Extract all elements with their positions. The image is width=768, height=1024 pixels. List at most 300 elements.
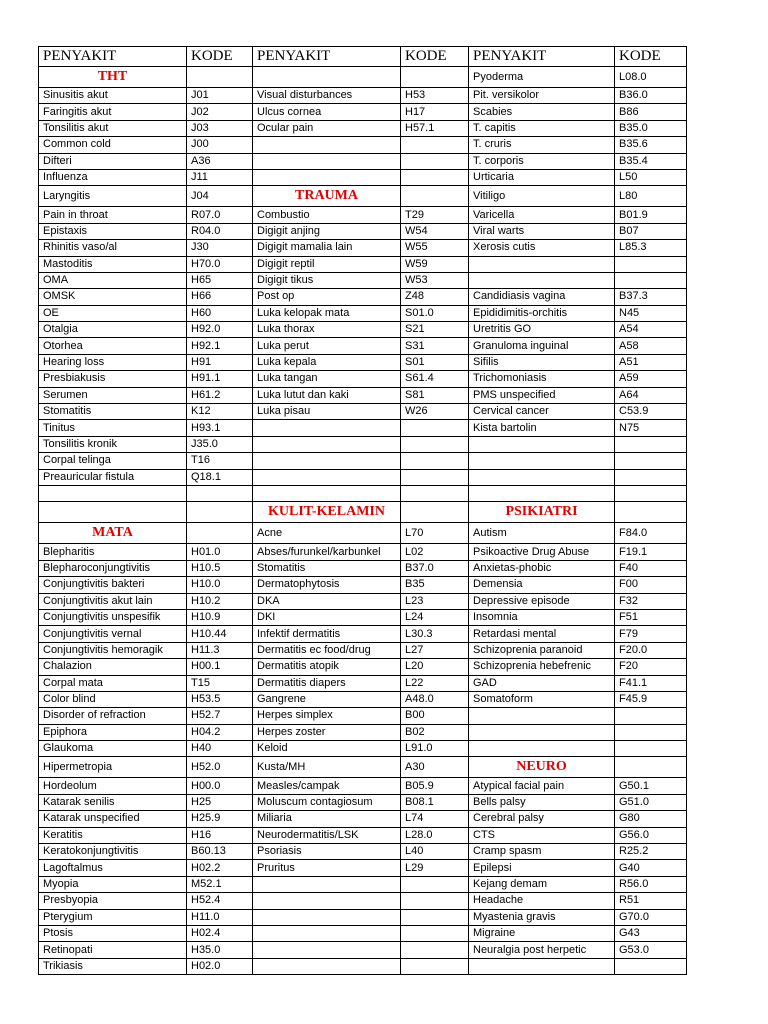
empty-cell	[469, 436, 615, 452]
empty-cell	[615, 436, 687, 452]
penyakit-cell: Tonsilitis kronik	[39, 436, 187, 452]
empty-cell	[615, 741, 687, 757]
penyakit-cell: Dermatophytosis	[253, 577, 401, 593]
kode-cell: B05.9	[401, 778, 469, 794]
table-header	[39, 47, 687, 67]
kode-cell: B35.6	[615, 137, 687, 153]
kode-cell: H01.0	[187, 544, 253, 560]
empty-cell	[253, 420, 401, 436]
section-heading: THT	[39, 67, 187, 88]
penyakit-cell: Conjungtivitis vernal	[39, 626, 187, 642]
kode-cell: H10.2	[187, 593, 253, 609]
table-row	[39, 169, 687, 185]
kode-cell: G40	[615, 860, 687, 876]
penyakit-cell: Stomatitis	[39, 404, 187, 420]
penyakit-cell: Katarak senilis	[39, 794, 187, 810]
penyakit-cell: Blepharitis	[39, 544, 187, 560]
table-row	[39, 593, 687, 609]
table-row	[39, 626, 687, 642]
table-row	[39, 724, 687, 740]
table-row	[39, 240, 687, 256]
kode-cell: L91.0	[401, 741, 469, 757]
kode-cell: H04.2	[187, 724, 253, 740]
kode-cell: B60.13	[187, 844, 253, 860]
header-kode-3: KODE	[615, 47, 687, 67]
kode-cell: T15	[187, 675, 253, 691]
penyakit-cell: Stomatitis	[253, 560, 401, 576]
header-penyakit-3: PENYAKIT	[469, 47, 615, 67]
table-row	[39, 256, 687, 272]
empty-cell	[615, 724, 687, 740]
penyakit-cell: Somatoform	[469, 691, 615, 707]
kode-cell: L23	[401, 593, 469, 609]
kode-cell: H11.0	[187, 909, 253, 925]
kode-cell: A54	[615, 322, 687, 338]
table-row	[39, 523, 687, 544]
kode-cell: H93.1	[187, 420, 253, 436]
penyakit-cell: Viral warts	[469, 223, 615, 239]
penyakit-cell: Conjungtivitis hemoragik	[39, 642, 187, 658]
penyakit-cell: Hipermetropia	[39, 757, 187, 778]
section-heading: PSIKIATRI	[469, 502, 615, 523]
table-row	[39, 642, 687, 658]
empty-cell	[401, 469, 469, 485]
table-row	[39, 893, 687, 909]
kode-cell: L22	[401, 675, 469, 691]
table-row	[39, 778, 687, 794]
table-row	[39, 88, 687, 104]
kode-cell: A58	[615, 338, 687, 354]
kode-cell: B00	[401, 708, 469, 724]
penyakit-cell: Dermatitis atopik	[253, 659, 401, 675]
penyakit-cell: T. corporis	[469, 153, 615, 169]
kode-cell: J04	[187, 186, 253, 207]
penyakit-cell: Vitiligo	[469, 186, 615, 207]
kode-cell: H91	[187, 354, 253, 370]
empty-cell	[253, 958, 401, 974]
penyakit-cell: Epistaxis	[39, 223, 187, 239]
penyakit-cell: Blepharoconjungtivitis	[39, 560, 187, 576]
penyakit-cell: Myopia	[39, 876, 187, 892]
kode-cell: H65	[187, 272, 253, 288]
header-penyakit-1: PENYAKIT	[39, 47, 187, 67]
penyakit-cell: Rhinitis vaso/al	[39, 240, 187, 256]
penyakit-cell: Neuralgia post herpetic	[469, 942, 615, 958]
kode-cell: G56.0	[615, 827, 687, 843]
table-row	[39, 137, 687, 153]
penyakit-cell: Conjungtivitis akut lain	[39, 593, 187, 609]
table-row	[39, 420, 687, 436]
kode-cell: F79	[615, 626, 687, 642]
penyakit-cell: Common cold	[39, 137, 187, 153]
kode-cell: L30.3	[401, 626, 469, 642]
penyakit-cell: Epilepsi	[469, 860, 615, 876]
penyakit-cell: T. capitis	[469, 120, 615, 136]
table-row	[39, 741, 687, 757]
penyakit-cell: Faringitis akut	[39, 104, 187, 120]
empty-cell	[615, 485, 687, 501]
penyakit-cell: Moluscum contagiosum	[253, 794, 401, 810]
penyakit-cell: Difteri	[39, 153, 187, 169]
empty-cell	[469, 708, 615, 724]
empty-cell	[401, 925, 469, 941]
penyakit-cell: Epiphora	[39, 724, 187, 740]
table-row	[39, 289, 687, 305]
kode-cell: R07.0	[187, 207, 253, 223]
penyakit-cell: Preauricular fistula	[39, 469, 187, 485]
kode-cell: H35.0	[187, 942, 253, 958]
penyakit-cell: Disorder of refraction	[39, 708, 187, 724]
kode-cell: T16	[187, 453, 253, 469]
penyakit-cell: Retinopati	[39, 942, 187, 958]
empty-cell	[401, 958, 469, 974]
kode-cell: T29	[401, 207, 469, 223]
kode-cell: S01.0	[401, 305, 469, 321]
header-row	[39, 47, 687, 67]
table-row	[39, 691, 687, 707]
penyakit-cell: Luka pisau	[253, 404, 401, 420]
kode-cell: S21	[401, 322, 469, 338]
kode-cell: L40	[401, 844, 469, 860]
empty-cell	[253, 925, 401, 941]
penyakit-cell: Serumen	[39, 387, 187, 403]
penyakit-cell: Schizoprenia paranoid	[469, 642, 615, 658]
kode-cell: R04.0	[187, 223, 253, 239]
kode-cell: J35.0	[187, 436, 253, 452]
empty-cell	[401, 485, 469, 501]
kode-cell: F20.0	[615, 642, 687, 658]
kode-cell: S81	[401, 387, 469, 403]
kode-cell: A51	[615, 354, 687, 370]
penyakit-cell: Epididimitis-orchitis	[469, 305, 615, 321]
empty-cell	[401, 420, 469, 436]
empty-cell	[401, 153, 469, 169]
penyakit-cell: Pain in throat	[39, 207, 187, 223]
empty-cell	[401, 436, 469, 452]
empty-cell	[253, 942, 401, 958]
kode-cell: B01.9	[615, 207, 687, 223]
penyakit-cell: Ptosis	[39, 925, 187, 941]
penyakit-cell: OE	[39, 305, 187, 321]
table-row	[39, 544, 687, 560]
kode-cell: H00.0	[187, 778, 253, 794]
kode-cell: J03	[187, 120, 253, 136]
empty-cell	[253, 67, 401, 88]
header-penyakit-2: PENYAKIT	[253, 47, 401, 67]
kode-cell: W59	[401, 256, 469, 272]
kode-cell: H92.1	[187, 338, 253, 354]
kode-cell: B35.4	[615, 153, 687, 169]
empty-cell	[401, 169, 469, 185]
penyakit-cell: Migraine	[469, 925, 615, 941]
penyakit-cell: Candidiasis vagina	[469, 289, 615, 305]
penyakit-cell: Luka thorax	[253, 322, 401, 338]
penyakit-cell: DKA	[253, 593, 401, 609]
kode-cell: B07	[615, 223, 687, 239]
kode-cell: F19.1	[615, 544, 687, 560]
empty-cell	[469, 485, 615, 501]
kode-cell: G53.0	[615, 942, 687, 958]
kode-cell: H11.3	[187, 642, 253, 658]
table-row	[39, 502, 687, 523]
penyakit-cell: Varicella	[469, 207, 615, 223]
penyakit-cell: Acne	[253, 523, 401, 544]
kode-cell: A64	[615, 387, 687, 403]
penyakit-cell: Presbyopia	[39, 893, 187, 909]
empty-cell	[615, 469, 687, 485]
table-row	[39, 909, 687, 925]
kode-cell: H53	[401, 88, 469, 104]
kode-cell: H92.0	[187, 322, 253, 338]
empty-cell	[401, 893, 469, 909]
kode-cell: J30	[187, 240, 253, 256]
kode-cell: H52.4	[187, 893, 253, 909]
kode-cell: Q18.1	[187, 469, 253, 485]
penyakit-cell: Digigit tikus	[253, 272, 401, 288]
empty-cell	[401, 942, 469, 958]
penyakit-cell: Corpal mata	[39, 675, 187, 691]
kode-cell: J01	[187, 88, 253, 104]
table-row	[39, 876, 687, 892]
table-row	[39, 485, 687, 501]
kode-cell: H10.9	[187, 609, 253, 625]
penyakit-cell: Schizoprenia hebefrenic	[469, 659, 615, 675]
table-row	[39, 322, 687, 338]
kode-cell: B86	[615, 104, 687, 120]
section-heading: NEURO	[469, 757, 615, 778]
penyakit-cell: Kista bartolin	[469, 420, 615, 436]
table-body	[39, 67, 687, 975]
penyakit-cell: Laryngitis	[39, 186, 187, 207]
kode-cell: H61.2	[187, 387, 253, 403]
penyakit-cell: Depressive episode	[469, 593, 615, 609]
empty-cell	[469, 453, 615, 469]
penyakit-cell: Tinitus	[39, 420, 187, 436]
table-row	[39, 404, 687, 420]
kode-cell: F84.0	[615, 523, 687, 544]
kode-cell: B02	[401, 724, 469, 740]
empty-cell	[39, 502, 187, 523]
penyakit-cell: OMA	[39, 272, 187, 288]
table-row	[39, 67, 687, 88]
kode-cell: H17	[401, 104, 469, 120]
kode-cell: L74	[401, 811, 469, 827]
kode-cell: F41.1	[615, 675, 687, 691]
kode-cell: H40	[187, 741, 253, 757]
kode-cell: L27	[401, 642, 469, 658]
kode-cell: B37.0	[401, 560, 469, 576]
penyakit-cell: T. cruris	[469, 137, 615, 153]
table-row	[39, 223, 687, 239]
table-row	[39, 354, 687, 370]
kode-cell: F00	[615, 577, 687, 593]
kode-cell: J11	[187, 169, 253, 185]
kode-cell: R51	[615, 893, 687, 909]
table-row	[39, 371, 687, 387]
kode-cell: A36	[187, 153, 253, 169]
table-row	[39, 958, 687, 974]
kode-cell: H02.2	[187, 860, 253, 876]
penyakit-cell: Xerosis cutis	[469, 240, 615, 256]
penyakit-cell: Kejang demam	[469, 876, 615, 892]
empty-cell	[469, 469, 615, 485]
penyakit-cell: Otalgia	[39, 322, 187, 338]
penyakit-cell: Luka lutut dan kaki	[253, 387, 401, 403]
penyakit-cell: Pterygium	[39, 909, 187, 925]
table-row	[39, 708, 687, 724]
kode-cell: L50	[615, 169, 687, 185]
kode-cell: R56.0	[615, 876, 687, 892]
table-row	[39, 436, 687, 452]
table-row	[39, 272, 687, 288]
penyakit-cell: Miliaria	[253, 811, 401, 827]
empty-cell	[39, 485, 187, 501]
table-row	[39, 120, 687, 136]
empty-cell	[253, 876, 401, 892]
penyakit-cell: Trichomoniasis	[469, 371, 615, 387]
penyakit-cell: Keloid	[253, 741, 401, 757]
empty-cell	[469, 256, 615, 272]
penyakit-cell: Katarak unspecified	[39, 811, 187, 827]
penyakit-cell: DKI	[253, 609, 401, 625]
penyakit-cell: Cervical cancer	[469, 404, 615, 420]
table-row	[39, 186, 687, 207]
kode-cell: L28.0	[401, 827, 469, 843]
kode-cell: L08.0	[615, 67, 687, 88]
penyakit-cell: Dermatitis ec food/drug	[253, 642, 401, 658]
empty-cell	[187, 67, 253, 88]
penyakit-cell: PMS unspecified	[469, 387, 615, 403]
penyakit-cell: Neurodermatitis/LSK	[253, 827, 401, 843]
kode-cell: L29	[401, 860, 469, 876]
penyakit-cell: Gangrene	[253, 691, 401, 707]
table-row	[39, 659, 687, 675]
penyakit-cell: Keratitis	[39, 827, 187, 843]
penyakit-cell: Cerebral palsy	[469, 811, 615, 827]
table-row	[39, 207, 687, 223]
empty-cell	[615, 708, 687, 724]
penyakit-cell: OMSK	[39, 289, 187, 305]
empty-cell	[253, 137, 401, 153]
penyakit-cell: Dermatitis diapers	[253, 675, 401, 691]
table-row	[39, 560, 687, 576]
penyakit-cell: Headache	[469, 893, 615, 909]
kode-cell: W55	[401, 240, 469, 256]
penyakit-cell: Anxietas-phobic	[469, 560, 615, 576]
kode-cell: G51.0	[615, 794, 687, 810]
table-row	[39, 942, 687, 958]
kode-cell: H02.0	[187, 958, 253, 974]
kode-cell: S01	[401, 354, 469, 370]
kode-cell: L85.3	[615, 240, 687, 256]
penyakit-cell: Glaukoma	[39, 741, 187, 757]
kode-cell: H52.0	[187, 757, 253, 778]
empty-cell	[401, 453, 469, 469]
kode-cell: M52.1	[187, 876, 253, 892]
penyakit-cell: Influenza	[39, 169, 187, 185]
penyakit-cell: Trikiasis	[39, 958, 187, 974]
penyakit-cell: Digigit mamalia lain	[253, 240, 401, 256]
empty-cell	[401, 67, 469, 88]
kode-cell: L70	[401, 523, 469, 544]
penyakit-cell: Chalazion	[39, 659, 187, 675]
kode-cell: H16	[187, 827, 253, 843]
penyakit-cell: Sinusitis akut	[39, 88, 187, 104]
kode-cell: H10.0	[187, 577, 253, 593]
penyakit-cell: CTS	[469, 827, 615, 843]
empty-cell	[469, 958, 615, 974]
section-heading: TRAUMA	[253, 186, 401, 207]
kode-cell: H25.9	[187, 811, 253, 827]
penyakit-cell: Luka tangan	[253, 371, 401, 387]
kode-cell: A48.0	[401, 691, 469, 707]
kode-cell: W53	[401, 272, 469, 288]
penyakit-cell: Tonsilitis akut	[39, 120, 187, 136]
empty-cell	[253, 485, 401, 501]
section-heading: KULIT-KELAMIN	[253, 502, 401, 523]
kode-cell: H91.1	[187, 371, 253, 387]
empty-cell	[253, 169, 401, 185]
table-row	[39, 794, 687, 810]
penyakit-cell: Granuloma inguinal	[469, 338, 615, 354]
penyakit-cell: Herpes zoster	[253, 724, 401, 740]
penyakit-cell: Uretritis GO	[469, 322, 615, 338]
kode-cell: N45	[615, 305, 687, 321]
penyakit-cell: Visual disturbances	[253, 88, 401, 104]
table-row	[39, 453, 687, 469]
kode-cell: B08.1	[401, 794, 469, 810]
kode-cell: A59	[615, 371, 687, 387]
kode-cell: F45.9	[615, 691, 687, 707]
kode-cell: Z48	[401, 289, 469, 305]
table-row	[39, 675, 687, 691]
section-heading: MATA	[39, 523, 187, 544]
penyakit-cell: Infektif dermatitis	[253, 626, 401, 642]
penyakit-cell: Cramp spasm	[469, 844, 615, 860]
penyakit-cell: Herpes simplex	[253, 708, 401, 724]
penyakit-cell: Conjungtivitis unspesifik	[39, 609, 187, 625]
kode-cell: F40	[615, 560, 687, 576]
empty-cell	[253, 909, 401, 925]
penyakit-cell: Hordeolum	[39, 778, 187, 794]
empty-cell	[615, 256, 687, 272]
penyakit-cell: Luka kepala	[253, 354, 401, 370]
empty-cell	[615, 453, 687, 469]
table-row	[39, 338, 687, 354]
kode-cell: G50.1	[615, 778, 687, 794]
kode-cell: K12	[187, 404, 253, 420]
kode-cell: A30	[401, 757, 469, 778]
kode-cell: L20	[401, 659, 469, 675]
kode-cell: F32	[615, 593, 687, 609]
empty-cell	[401, 876, 469, 892]
kode-cell: G70.0	[615, 909, 687, 925]
kode-cell: N75	[615, 420, 687, 436]
kode-cell: S31	[401, 338, 469, 354]
penyakit-cell: Bells palsy	[469, 794, 615, 810]
empty-cell	[615, 502, 687, 523]
kode-cell: S61.4	[401, 371, 469, 387]
penyakit-cell: Color blind	[39, 691, 187, 707]
kode-cell: H00.1	[187, 659, 253, 675]
penyakit-cell: Luka perut	[253, 338, 401, 354]
penyakit-cell: Pit. versikolor	[469, 88, 615, 104]
kode-cell: L24	[401, 609, 469, 625]
table-row	[39, 609, 687, 625]
empty-cell	[253, 893, 401, 909]
penyakit-cell: Pruritus	[253, 860, 401, 876]
kode-cell: W54	[401, 223, 469, 239]
